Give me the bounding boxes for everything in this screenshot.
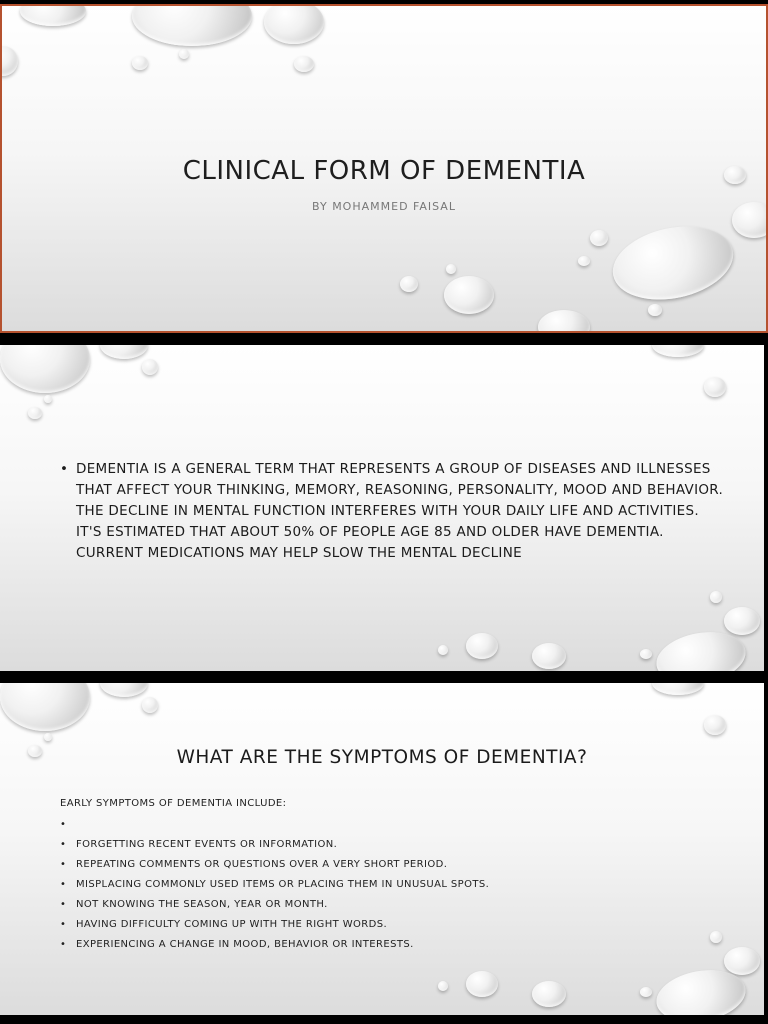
water-drop: [132, 56, 148, 70]
definition-bullet: • DEMENTIA IS A GENERAL TERM THAT REPRESENTS A GROUP OF DISEASES AND ILLNESSES THAT AFFECT YOUR THINKING, MEMORY, REASONING, PERSONALITY, MOOD AND BEHAVIOR. THE DECLINE IN MENTAL FUNCTION INTERFERES WITH YOUR DAILY LIFE AND ACTIVITIES. IT'S ESTIMATED THAT ABOUT 50% OF PEOPLE AGE 85 AND OLDER HAVE DEMENTIA. CURRENT MEDICATIONS MAY HELP SLOW THE MENTAL DECLINE: [76, 459, 726, 564]
list-item: • NOT KNOWING THE SEASON, YEAR OR MONTH.: [76, 895, 716, 915]
water-drop: [652, 683, 704, 695]
water-drop: [704, 377, 726, 397]
water-drop: [100, 345, 148, 359]
list-item: • REPEATING COMMENTS OR QUESTIONS OVER A VERY SHORT PERIOD.: [76, 855, 716, 875]
water-drop: [578, 256, 590, 266]
water-drop: [466, 633, 498, 659]
water-drop: [640, 649, 652, 659]
water-drop: [648, 304, 662, 316]
water-drop: [652, 345, 704, 357]
water-drop: [142, 697, 158, 713]
water-drop: [438, 645, 448, 655]
water-drop: [438, 981, 448, 991]
list-item: • FORGETTING RECENT EVENTS OR INFORMATION.: [76, 835, 716, 855]
symptoms-intro: EARLY SYMPTOMS OF DEMENTIA INCLUDE:: [60, 798, 287, 809]
water-drop: [0, 683, 90, 731]
presentation-title: CLINICAL FORM OF DEMENTIA: [182, 156, 586, 186]
water-drop: [142, 359, 158, 375]
water-drop: [179, 49, 189, 59]
water-drop: [606, 216, 740, 310]
author-subtitle: BY MOHAMMED FAISAL: [312, 200, 456, 213]
water-drop: [100, 683, 148, 697]
water-drop: [532, 981, 566, 1007]
water-drop: [640, 987, 652, 997]
list-item: • MISPLACING COMMONLY USED ITEMS OR PLACING THEM IN UNUSUAL SPOTS.: [76, 875, 716, 895]
water-drop: [44, 395, 52, 403]
water-drop: [590, 230, 608, 246]
water-drop: [0, 46, 18, 76]
water-drop: [444, 276, 494, 314]
water-drop: [538, 310, 590, 333]
water-drop: [400, 276, 418, 292]
water-drop: [44, 733, 52, 741]
symptoms-list: [60, 815, 716, 955]
symptoms-slide: [0, 683, 764, 1015]
definition-slide: [0, 345, 764, 671]
water-drop: [20, 4, 86, 26]
water-drop: [264, 4, 324, 44]
water-drop: [466, 971, 498, 997]
water-drop: [0, 345, 90, 393]
definition-bullet-list: [60, 459, 726, 564]
water-drop: [710, 591, 722, 603]
water-drop: [28, 407, 42, 419]
water-drop: [446, 264, 456, 274]
water-drop: [132, 4, 252, 46]
water-drop: [532, 643, 566, 669]
water-drop: [724, 607, 760, 635]
water-drop: [294, 56, 314, 72]
water-drop: [704, 715, 726, 735]
list-item: [76, 815, 716, 835]
list-item: • HAVING DIFFICULTY COMING UP WITH THE RIGHT WORDS.: [76, 915, 716, 935]
water-drop: [724, 947, 760, 975]
title-slide: [0, 4, 768, 333]
symptoms-title: WHAT ARE THE SYMPTOMS OF DEMENTIA?: [176, 747, 588, 768]
list-item: • EXPERIENCING A CHANGE IN MOOD, BEHAVIOR OR INTERESTS.: [76, 935, 716, 955]
